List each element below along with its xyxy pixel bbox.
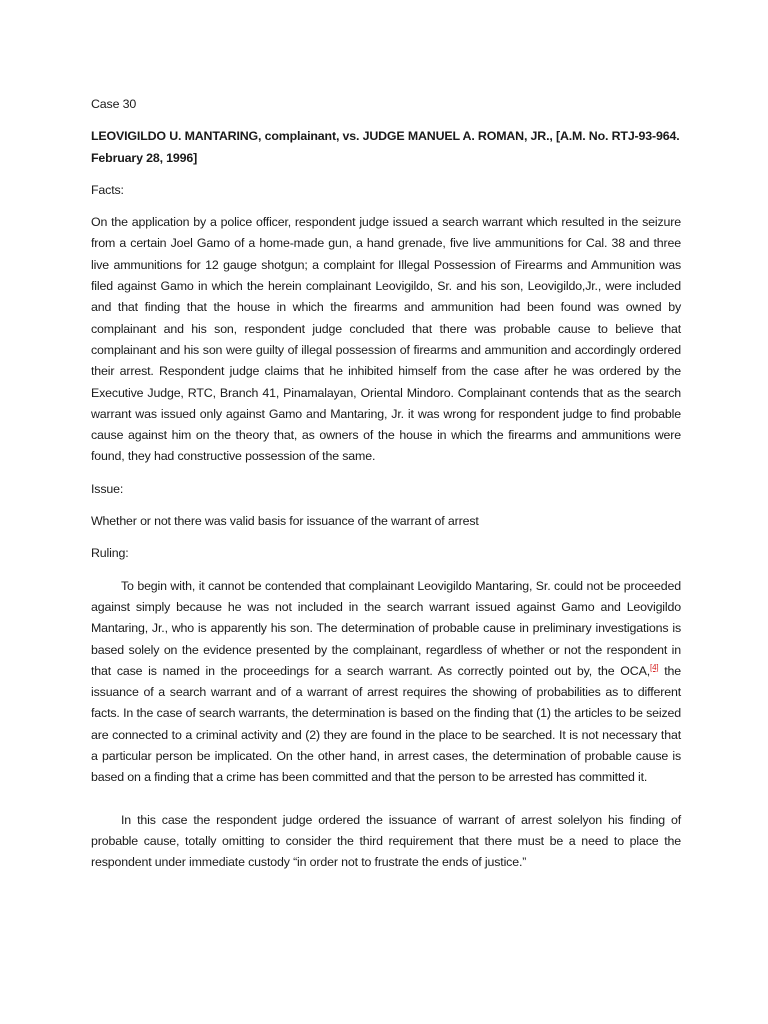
- issue-heading: Issue:: [91, 481, 124, 496]
- facts-heading: Facts:: [91, 182, 124, 197]
- ruling-paragraph-1-start: To begin with, it cannot be contended that complainant Leovigildo Mantaring, Sr. could not be proceeded against simply because he was not included in the search warrant issued against Gamo and Leovigildo Mantaring, Jr., who is apparently his son. The determination of probable cause in preliminary investigations is based solely on the evidence presented by the complainant, regardless of whether or not the respondent in that case is named in the proceedings for a search warrant. As correctly pointed out by, the OCA,: [91, 578, 681, 678]
- ruling-heading: Ruling:: [91, 546, 129, 561]
- ruling-paragraph-1-end: the issuance of a search warrant and of a warrant of arrest requires the showing of probabilities as to different facts. In the case of search warrants, the determination is based on the finding that (1) the articles to be seized are connected to a criminal activity and (2) they are found in the place to be searched. It is not necessary that a particular person be implicated. On the other hand, in arrest cases, the determination of probable cause is based on a finding that a crime has been committed and that the person to be arrested has committed it.: [91, 663, 681, 785]
- issue-body: Whether or not there was valid basis for issuance of the warrant of arrest: [91, 514, 479, 529]
- ruling-paragraph-2: In this case the respondent judge ordered the issuance of warrant of arrest solelyon his finding of probable cause, totally omitting to consider the third requirement that there must be a need to place the respondent under immediate custody “in order not to frustrate the ends of justice.”: [91, 812, 681, 870]
- case-title: LEOVIGILDO U. MANTARING, complainant, vs. JUDGE MANUEL A. ROMAN, JR., [A.M. No. RTJ-93-964. February 28, 1996]: [91, 129, 680, 165]
- footnote-link-4[interactable]: [4]: [650, 662, 659, 672]
- ruling-paragraph-1: [91, 576, 681, 789]
- facts-body: On the application by a police officer, respondent judge issued a search warrant which resulted in the seizure from a certain Joel Gamo of a home-made gun, a hand grenade, five live ammunitions for Cal. 38 and three live ammunitions for 12 gauge shotgun; a complaint for Illegal Possession of Firearms and Ammunition was filed against Gamo in which the herein complainant Leovigildo, Sr. and his son, Leovigildo,Jr., were included and that finding that the house in which the firearms and ammunition had been found was owned by complainant and his son, respondent judge concluded that there was probable cause to believe that complainant and his son were guilty of illegal possession of firearms and ammunition and accordingly ordered their arrest. Respondent judge claims that he inhibited himself from the case after he was ordered by the Executive Judge, RTC, Branch 41, Pinamalayan, Oriental Mindoro. Complainant contends that as the search warrant was issued only against Gamo and Mantaring, Jr. it was wrong for respondent judge to find probable cause against him on the theory that, as owners of the house in which the firearms and ammunitions were found, they had constructive possession of the same.: [91, 215, 681, 464]
- case-label: Case 30: [91, 97, 137, 111]
